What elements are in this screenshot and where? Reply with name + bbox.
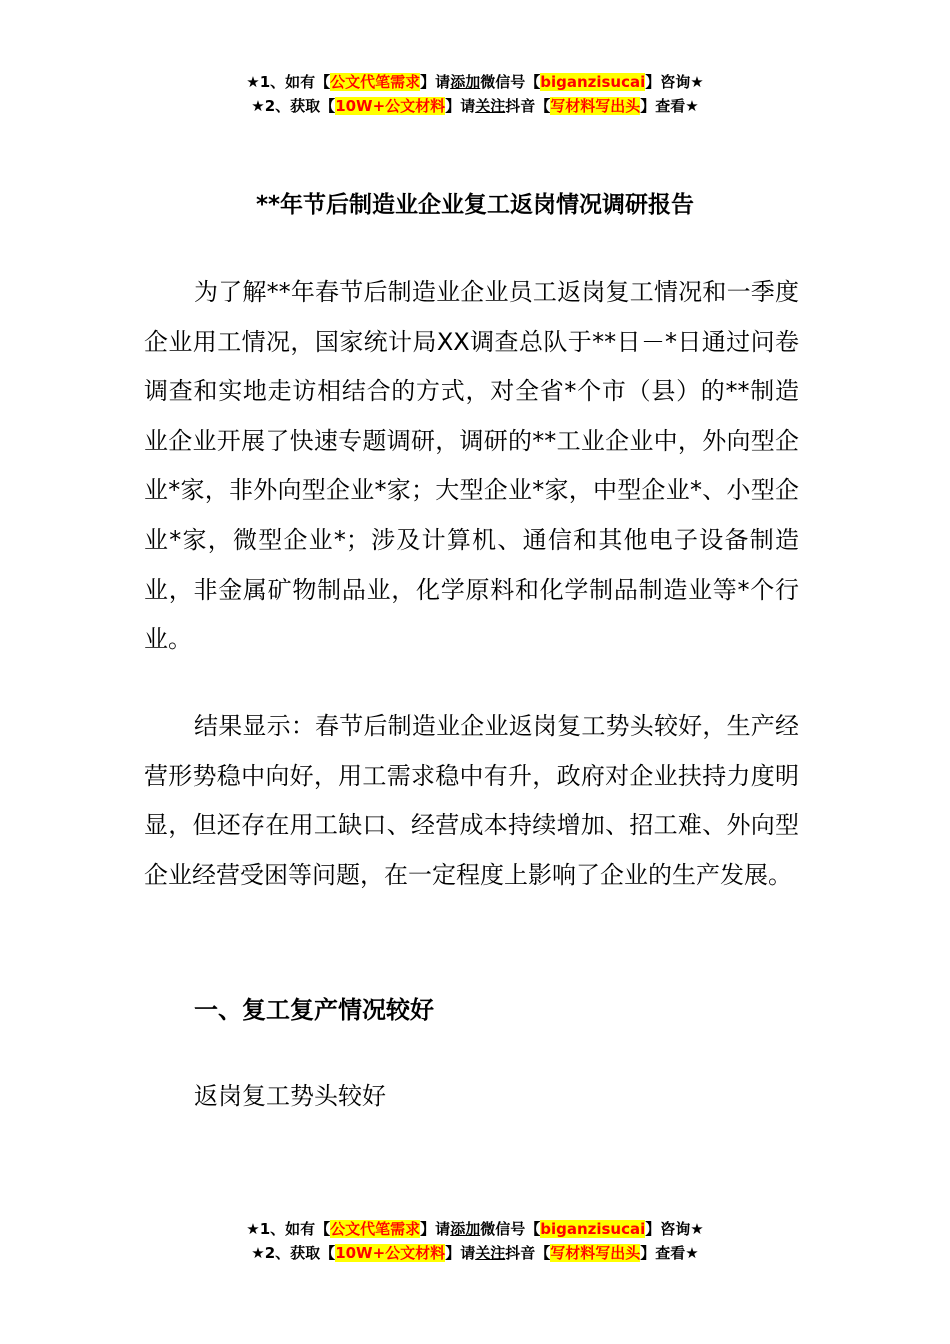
promo-line-2 bbox=[0, 1241, 950, 1265]
promo-text-emphasis: 添加 bbox=[450, 1220, 481, 1238]
promo-highlight-douyin-id: 写材料写出头 bbox=[550, 97, 641, 115]
promo-line-1 bbox=[0, 70, 950, 94]
paragraph-results: 结果显示：春节后制造业企业返岗复工势头较好，生产经营形势稳中向好，用工需求稳中有升，政府对企业扶持力度明显，但还存在用工缺口、经营成本持续增加、招工难、外向型企业经营受困等问题，在一定程度上影响了企业的生产发展。 bbox=[144, 712, 799, 889]
promo-text: 】请 bbox=[420, 1220, 451, 1238]
header-promo bbox=[0, 70, 950, 118]
promo-text: 】咨询★ bbox=[645, 1220, 704, 1238]
promo-line-2 bbox=[0, 94, 950, 118]
promo-text: 】查看★ bbox=[640, 1244, 699, 1262]
promo-text: ★2、获取【 bbox=[251, 1244, 336, 1262]
promo-text: 抖音【 bbox=[505, 1244, 551, 1262]
section-subheading: 返岗复工势头较好 bbox=[194, 1082, 386, 1110]
promo-highlight-materials: 10W+公文材料 bbox=[335, 1244, 446, 1262]
footer-promo bbox=[0, 1217, 950, 1265]
promo-highlight-service: 公文代笔需求 bbox=[330, 1220, 421, 1238]
document-title: **年节后制造业企业复工返岗情况调研报告 bbox=[255, 192, 695, 218]
promo-text: ★1、如有【 bbox=[246, 73, 331, 91]
section-heading: 一、复工复产情况较好 bbox=[194, 996, 434, 1024]
promo-text: 微信号【 bbox=[480, 1220, 541, 1238]
promo-text-emphasis: 关注 bbox=[475, 1244, 506, 1262]
promo-line-1 bbox=[0, 1217, 950, 1241]
promo-highlight-service: 公文代笔需求 bbox=[330, 73, 421, 91]
promo-text: 】请 bbox=[445, 1244, 476, 1262]
promo-text: ★2、获取【 bbox=[251, 97, 336, 115]
promo-text: 】咨询★ bbox=[645, 73, 704, 91]
promo-text-emphasis: 关注 bbox=[475, 97, 506, 115]
promo-text: ★1、如有【 bbox=[246, 1220, 331, 1238]
promo-highlight-materials: 10W+公文材料 bbox=[335, 97, 446, 115]
promo-text: 】请 bbox=[420, 73, 451, 91]
promo-highlight-douyin-id: 写材料写出头 bbox=[550, 1244, 641, 1262]
promo-text: 微信号【 bbox=[480, 73, 541, 91]
paragraph-intro: 为了解**年春节后制造业企业员工返岗复工情况和一季度企业用工情况，国家统计局XX调查总队于**日－*日通过问卷调查和实地走访相结合的方式，对全省*个市（县）的**制造业企业开展了快速专题调研，调研的**工业企业中，外向型企业*家，非外向型企业*家；大型企业*家，中型企业*、小型企业*家，微型企业*；涉及计算机、通信和其他电子设备制造业，非金属矿物制品业，化学原料和化学制品制造业等*个行业。 bbox=[144, 278, 799, 654]
promo-text: 抖音【 bbox=[505, 97, 551, 115]
promo-highlight-wechat-id: biganzisucai bbox=[540, 73, 646, 91]
promo-text-emphasis: 添加 bbox=[450, 73, 481, 91]
promo-text: 】请 bbox=[445, 97, 476, 115]
promo-text: 】查看★ bbox=[640, 97, 699, 115]
promo-highlight-wechat-id: biganzisucai bbox=[540, 1220, 646, 1238]
